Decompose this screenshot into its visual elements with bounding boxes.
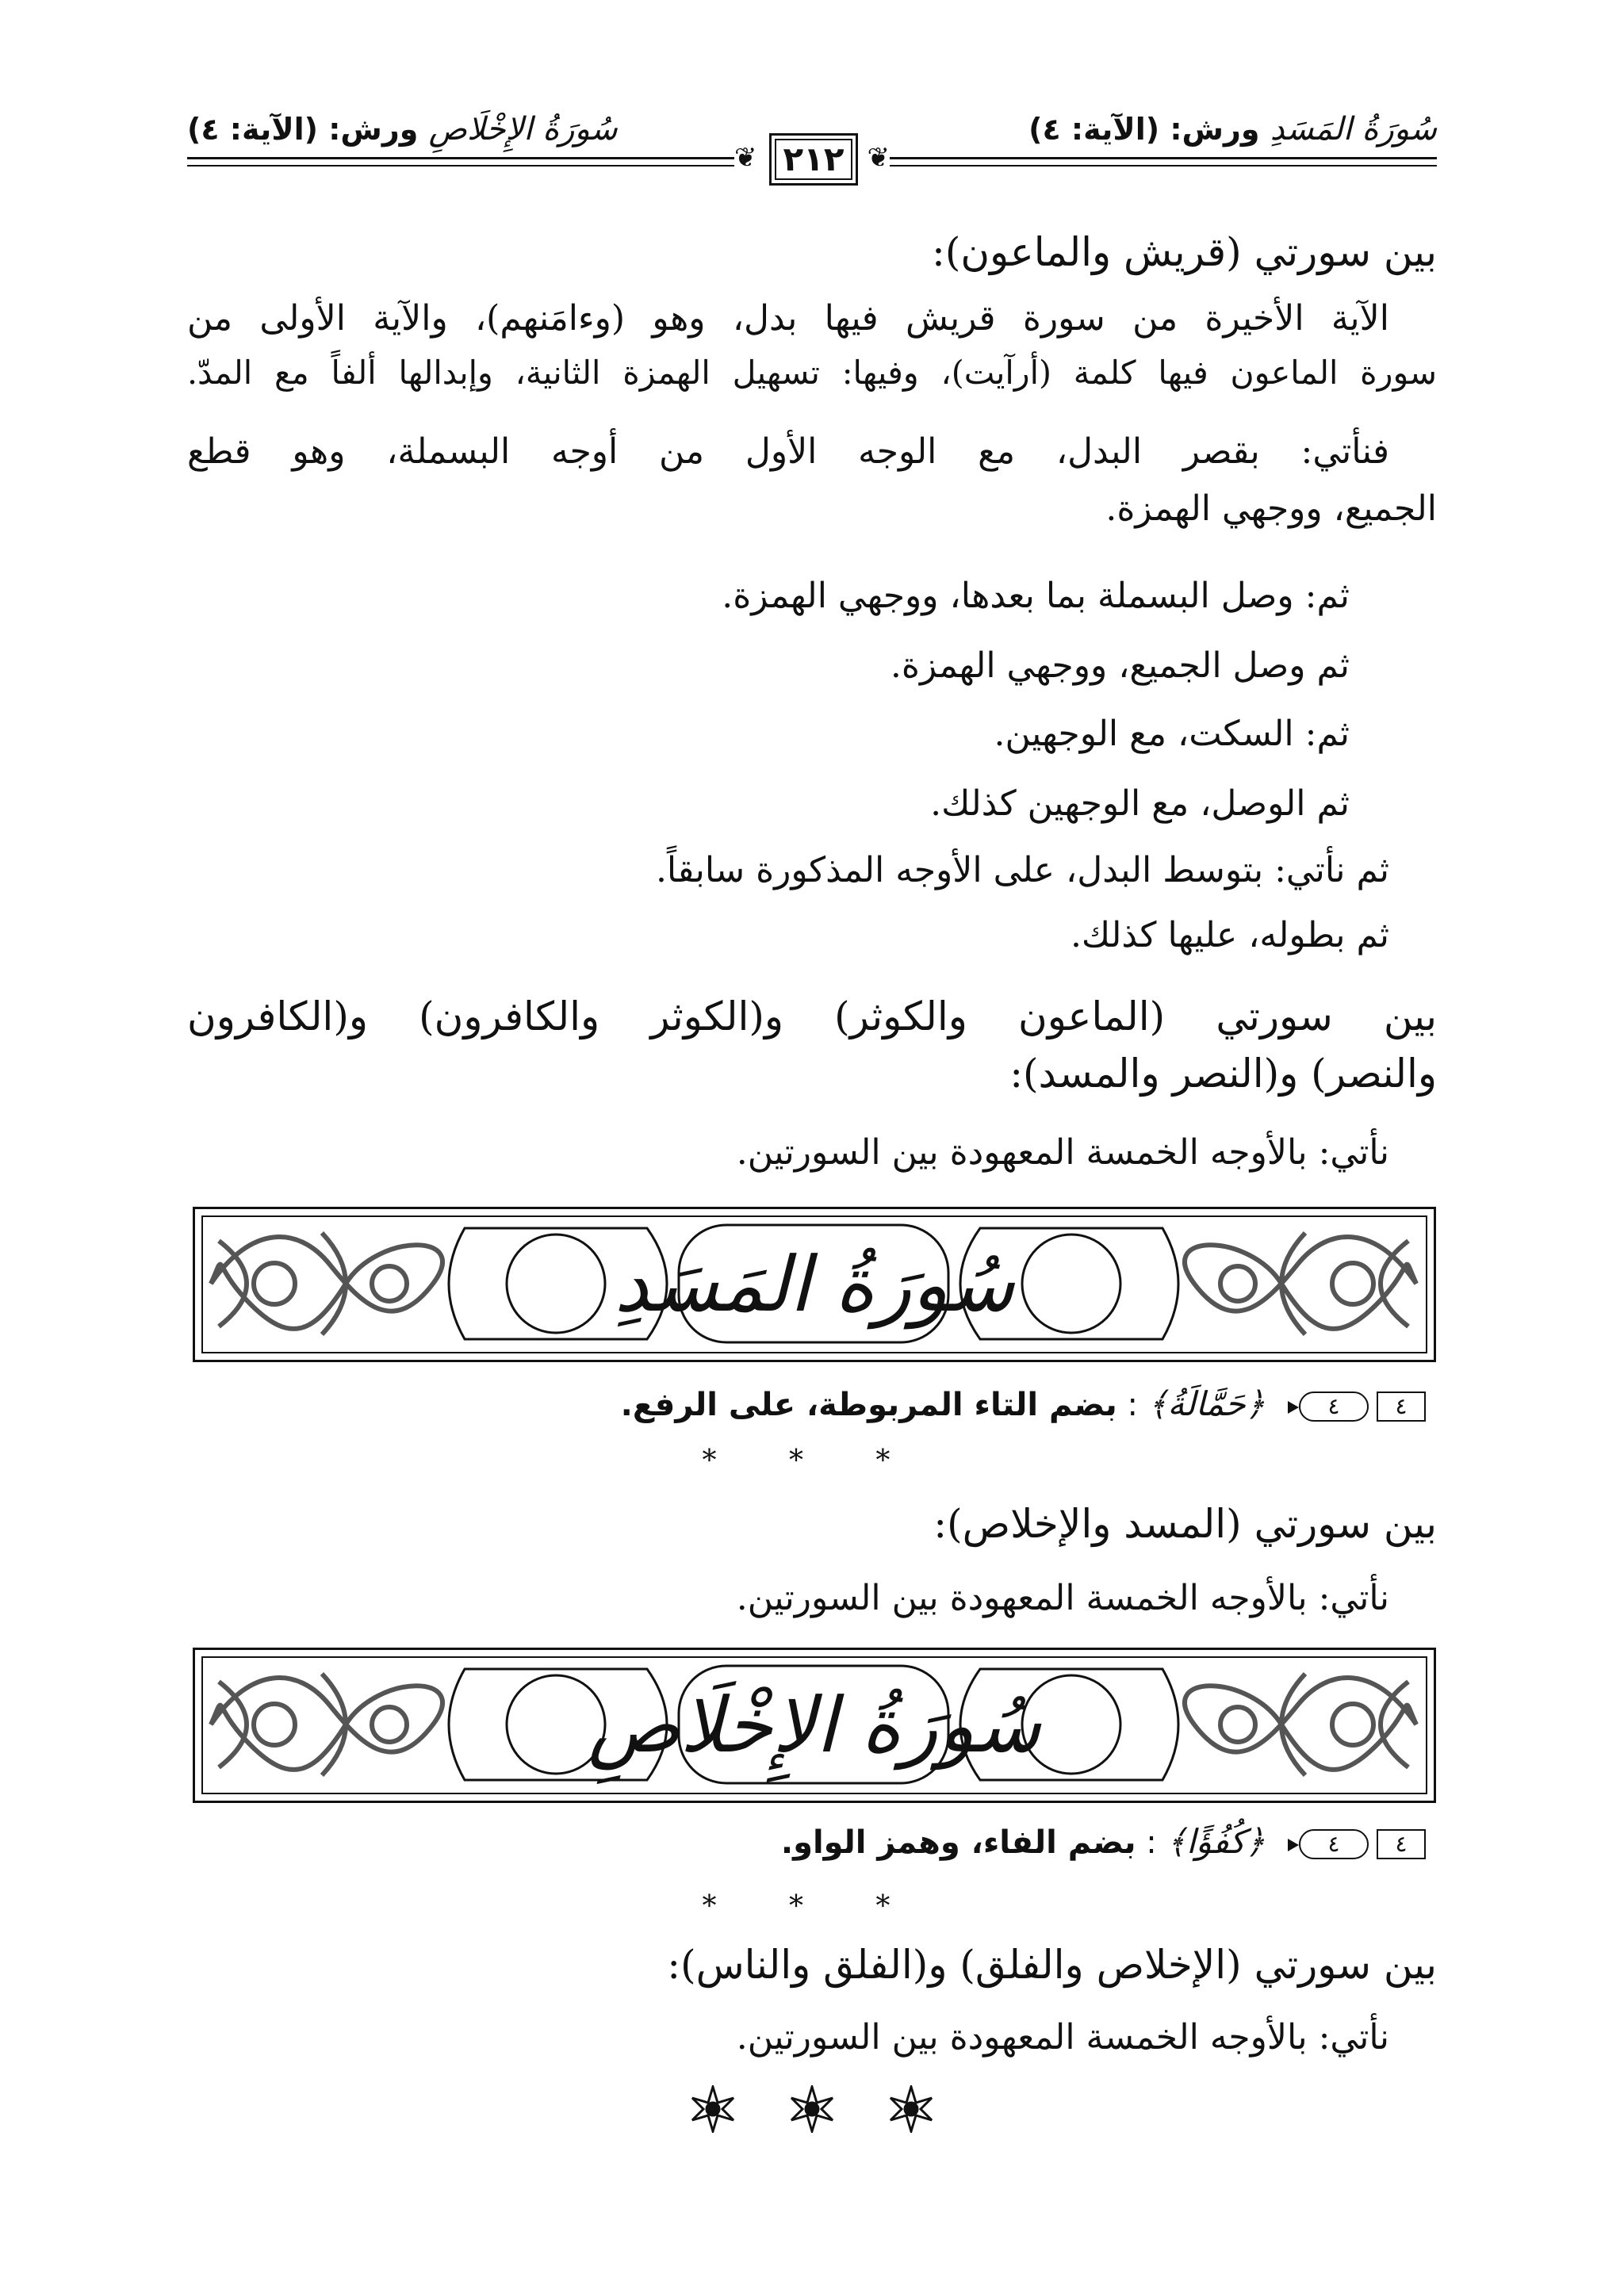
verse-number-circle: ٤ — [1299, 1391, 1369, 1422]
verse-note — [781, 1820, 1426, 1864]
banner-frame — [201, 1656, 1427, 1794]
note-text: بضم التاء المربوطة، على الرفع. — [620, 1387, 1117, 1423]
verse-number-circle: ٤ — [1299, 1829, 1369, 1859]
paragraph-line: نأتي: بالأوجه الخمسة المعهودة بين السورتين. — [736, 1132, 1389, 1173]
quran-word: ﴿حَمَّالَةُ﴾ — [1147, 1384, 1266, 1423]
note-text: بضم الفاء، وهمز الواو. — [780, 1824, 1136, 1861]
rosette-icon — [887, 2085, 935, 2136]
paragraph-line: نأتي: بالأوجه الخمسة المعهودة بين السورتين. — [736, 2017, 1389, 2058]
header-rule — [187, 165, 734, 167]
running-head-left — [187, 111, 618, 147]
arrow-tip-icon — [1288, 1401, 1299, 1414]
surah-title: سُورَةُ المَسَدِ — [614, 1240, 1015, 1329]
running-head-left-surah: سُورَةُ الإِخْلَاصِ — [428, 111, 618, 147]
paragraph-line: ثم نأتي: بتوسط البدل، على الأوجه المذكورة سابقاً. — [655, 850, 1389, 890]
section-heading: بين سورتي (الإخلاص والفلق) و(الفلق والناس): — [667, 1942, 1437, 1988]
running-head-left-rest: ورش: (الآية: ٤) — [187, 112, 419, 147]
header-rule — [187, 157, 734, 159]
paragraph-line: فنأتي: بقصر البدل، مع الوجه الأول من أوجه البسملة، وهو قطع — [187, 431, 1389, 472]
header-rule — [890, 157, 1437, 159]
section-divider-stars: * * * — [702, 1445, 922, 1477]
note-separator: : — [1127, 1387, 1138, 1423]
header-rule — [890, 165, 1437, 167]
end-ornaments — [0, 2085, 1624, 2136]
paragraph-line: نأتي: بالأوجه الخمسة المعهودة بين السورتين. — [736, 1578, 1389, 1618]
quran-word: ﴿كُفُؤًا﴾ — [1166, 1822, 1266, 1861]
paragraph-line: الآية الأخيرة من سورة قريش فيها بدل، وهو (وءامَنهم)، والآية الأولى من — [187, 298, 1389, 339]
surah-title: سُورَةُ الإِخْلَاصِ — [588, 1681, 1041, 1770]
section-heading: بين سورتي (المسد والإخلاص): — [933, 1501, 1437, 1547]
fleuron-icon: ❦ — [734, 142, 757, 174]
paragraph-line: الجميع، ووجهي الهمزة. — [1105, 488, 1437, 529]
running-head-right-rest: ورش: (الآية: ٤) — [1028, 112, 1260, 147]
page-number: ٢١٢ — [769, 133, 858, 186]
rosette-icon — [788, 2085, 836, 2136]
fleuron-icon: ❦ — [867, 142, 890, 174]
section-divider-stars: * * * — [702, 1890, 922, 1923]
running-head-right — [1028, 111, 1437, 147]
verse-note — [621, 1383, 1426, 1426]
list-item: ثم: السكت، مع الوجهين. — [994, 714, 1350, 754]
paragraph-line: ثم بطوله، عليها كذلك. — [1070, 915, 1389, 955]
paragraph-line: سورة الماعون فيها كلمة (أرآيت)، وفيها: تسهيل الهمزة الثانية، وإبدالها ألفاً مع المدّ. — [187, 354, 1437, 392]
section-heading: بين سورتي (قريش والماعون): — [931, 229, 1437, 275]
section-heading: والنصر) و(النصر والمسد): — [1009, 1051, 1437, 1097]
list-item: ثم وصل الجميع، ووجهي الهمزة. — [890, 645, 1350, 686]
verse-marker — [1286, 1390, 1426, 1423]
running-head-right-surah: سُورَةُ المَسَدِ — [1270, 111, 1437, 147]
note-separator: : — [1146, 1824, 1157, 1861]
surah-banner — [193, 1207, 1436, 1362]
verse-marker — [1286, 1828, 1426, 1861]
list-item: ثم الوصل، مع الوجهين كذلك. — [930, 783, 1350, 824]
surah-banner — [193, 1648, 1436, 1803]
arrow-tip-icon — [1288, 1839, 1299, 1851]
verse-number-box: ٤ — [1377, 1391, 1426, 1422]
list-item: ثم: وصل البسملة بما بعدها، ووجهي الهمزة. — [722, 576, 1350, 616]
verse-number-box: ٤ — [1377, 1829, 1426, 1859]
banner-frame — [201, 1215, 1427, 1353]
page-number-frame — [734, 133, 890, 186]
section-heading: بين سورتي (الماعون والكوثر) و(الكوثر والكافرون) و(الكافرون — [187, 993, 1437, 1039]
rosette-icon — [689, 2085, 737, 2136]
